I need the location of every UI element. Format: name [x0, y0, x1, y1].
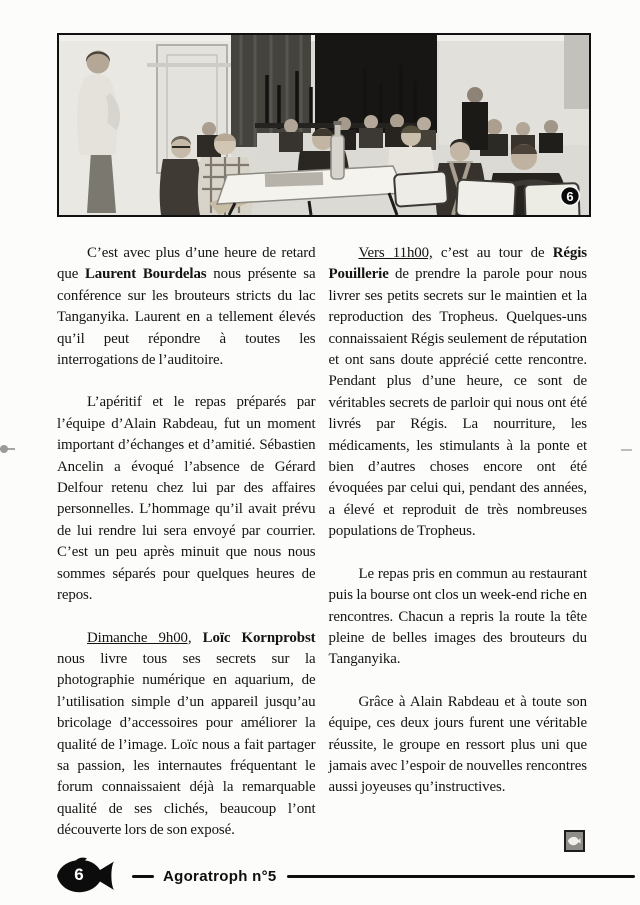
article-paragraph [329, 692, 588, 799]
paragraph-text: de prendre la parole pour nous livrer ses petits secrets sur le maintien et la reproduction des Tropheus. Quelques-uns connaissaient Régis seulement de réputation et ont sans doute apprécié cette rencontre. Pendant plus d’une heure, ce sont de véritables secrets de parloir qui nous ont été livrés par Régis. La nourriture, les médicaments, les stimulants à la ponte et bien d’autres choses encore ont été évoquées par celui qui, pendant des années, a élevé et reproduit de très nombreuses populations de Tropheus. [328, 266, 587, 540]
page-footer [54, 855, 635, 897]
person-name: Régis Pouillerie [328, 245, 587, 283]
time-heading: Vers 11h00, [358, 245, 433, 261]
paragraph-text [192, 630, 203, 646]
paragraph-text: nous livre tous ses secrets sur la photographie numérique en aquarium, de l’utilisation simple d’un appareil jusqu’au bricolage d’accessoires pour améliorer la qualité de l’image. Loïc nous a fait partager sa passion, les internautes fréquentant le forum connaissaient déjà la remarquable qualité de ses clichés, beaucoup l’ont découverte lors de son exposé. [57, 650, 316, 839]
article-column-right [329, 243, 588, 855]
paragraph-text: nous présente sa conférence sur les brouteurs stricts du lac Tanganyika. Laurent en a tellement élevés qu’il peut répondre à toutes les interrogations de l’auditoire. [57, 266, 316, 369]
article-paragraph [57, 628, 316, 842]
photo-badge-number: 6 [566, 189, 574, 204]
end-of-article-marker [564, 830, 585, 852]
end-marker-fish-icon [567, 835, 582, 847]
article-column-left [57, 243, 316, 855]
article-paragraph [329, 243, 588, 543]
article-body [57, 243, 587, 855]
paragraph-text: Grâce à Alain Rabdeau et à toute son équipe, ces deux jours furent une véritable réussite, le groupe en ressort plus uni que jamais avec l’espoir de nouvelles rencontres aussi joyeuses qu’instructives. [328, 693, 587, 796]
footer-rule [287, 875, 635, 878]
footer-dash [132, 875, 154, 878]
conference-photo [57, 33, 591, 217]
photo-page-badge [561, 187, 580, 206]
journal-title: Agoratroph n°5 [163, 867, 277, 885]
paragraph-text: L’apéritif et le repas préparés par l’équipe d’Alain Rabdeau, fut un moment important d’échanges et d’amitié. Sébastien Ancelin a évoqué l’absence de Gérard Delfour retenu chez lui par des affaires personnelles. L’hommage qu’il avait prévu de lui rendre lui sera envoyé par courrier. C’est un peu après minuit que nous nous sommes séparés pour quelques heures de repos. [57, 394, 316, 604]
time-heading: Dimanche 9h00, [87, 629, 192, 646]
paragraph-text: C’est avec plus d’une heure de retard que [57, 245, 316, 283]
person-name: Loïc Kornprobst [202, 629, 316, 646]
binding-mark-right [621, 449, 632, 451]
footer-fish-logo [54, 856, 118, 896]
binding-mark-left [0, 448, 15, 450]
paragraph-text: Le repas pris en commun au restaurant puis la bourse ont clos un week-end riche en rencontres. Chacun a repris la route la tête pleine de belles images des brouteurs du Tanganyika. [328, 565, 587, 668]
article-paragraph [57, 392, 316, 606]
article-paragraph [57, 243, 316, 371]
person-name: Laurent Bourdelas [84, 266, 207, 283]
conference-photo-illustration [59, 35, 589, 215]
paragraph-text: c’est au tour de [432, 245, 553, 261]
article-paragraph [329, 564, 588, 671]
page-number: 6 [74, 865, 84, 884]
